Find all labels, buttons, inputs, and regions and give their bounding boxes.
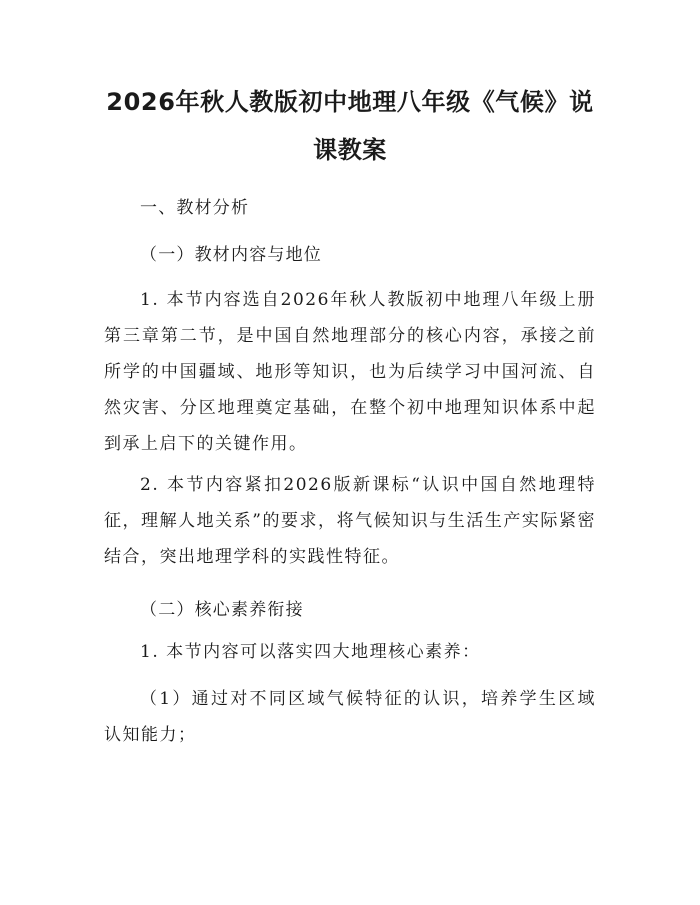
paragraph-core-literacy-intro: 1. 本节内容可以落实四大地理核心素养： — [140, 642, 481, 662]
subsection-heading-content-position: （一）教材内容与地位 — [140, 245, 322, 265]
document-title-line-2: 课教案 — [313, 136, 387, 164]
document-title-line-1: 2026年秋人教版初中地理八年级《气候》说 — [106, 88, 594, 116]
paragraph-content-source: 1. 本节内容选自2026年秋人教版初中地理八年级上册第三章第二节，是中国自然地理部分的核心内容，承接之前所学的中国疆域、地形等知识，也为后续学习中国河流、自然灾害、分区地理奠定基础，在整个初中地理知识体系中起到承上启下的关键作用。 — [104, 290, 596, 454]
subsection-heading-core-literacy: （二）核心素养衔接 — [140, 600, 304, 620]
paragraph-regional-cognition: （1）通过对不同区域气候特征的认识，培养学生区域认知能力； — [104, 689, 596, 745]
paragraph-curriculum-alignment: 2. 本节内容紧扣2026版新课标“认识中国自然地理特征，理解人地关系”的要求，将气候知识与生活生产实际紧密结合，突出地理学科的实践性特征。 — [104, 475, 596, 567]
section-heading-textbook-analysis: 一、教材分析 — [140, 198, 250, 218]
